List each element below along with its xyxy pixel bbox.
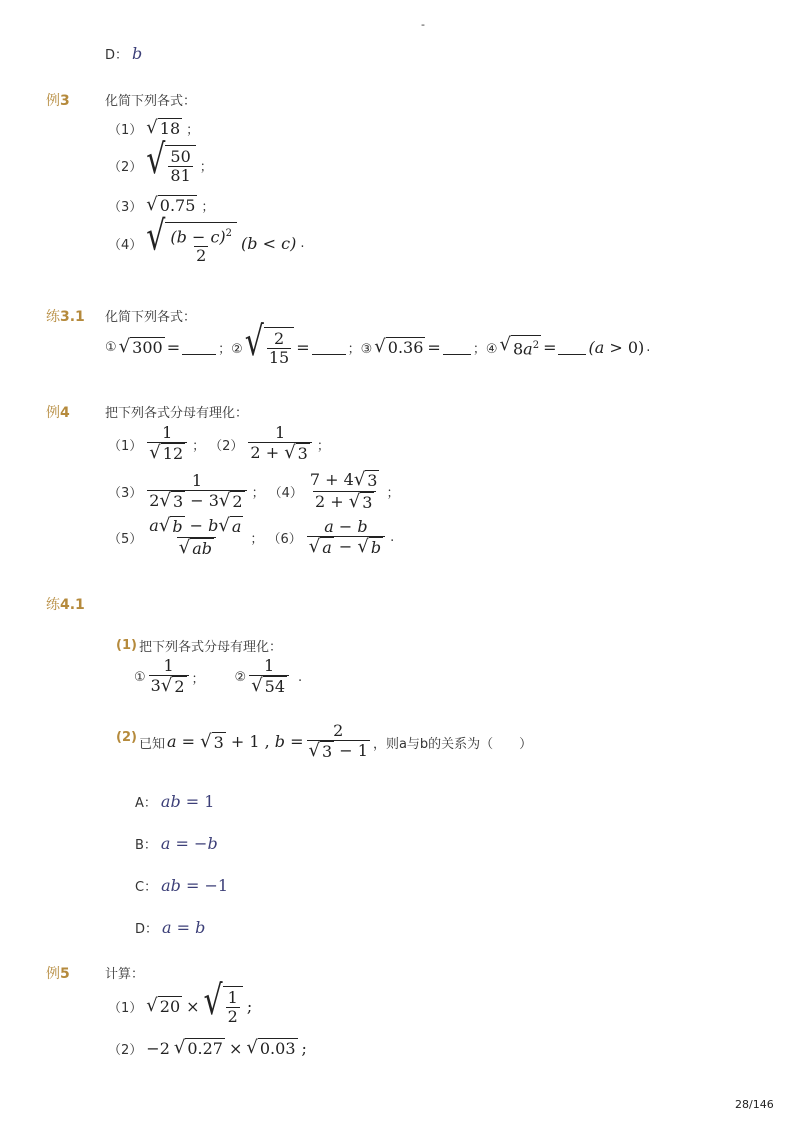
practice-4-1-q1: (1) 把下列各式分母有理化： [116,638,282,655]
option-c[interactable]: C： ab = −1 [135,876,229,895]
practice-4-1-label: 练4.1 [46,597,85,613]
ex4-row-3: （5） a √ b − b √ a √ ab ； （6） a − b √ a − √ b . [108,515,395,558]
practice-4-1-q2: (2) 已知 a = √ 3 + 1 , b = 2 √ 3 − 1 ，则a与b的关系为（ ） [116,721,533,761]
ex4-row-1: （1） 1 √ 12 ； （2） 1 2 + √ 3 ； [108,423,330,463]
ex4-row-2: （3） 1 2 √ 3 − 3 √ 2 ； （4） 7 + 4 √ 3 2 + √ 3 ； [108,469,400,512]
ex5-item-2: （2） −2 √ 0.27 × √ 0.03 ; [108,1037,307,1058]
option-d-top [105,44,142,63]
example-5-prompt: 计算： [105,967,145,982]
ex3-item-3: （3） √ 0.75 ； [108,194,215,215]
example-5-label: 例5 [46,966,70,982]
practice-3-1-prompt: 化简下列各式： [105,310,197,325]
example-4-label: 例4 [46,405,70,421]
option-label: D： [105,48,129,63]
option-expr: b [132,44,143,63]
ex5-item-1: （1） √ 20 × √ $\frac{1}{2}$ ; [108,977,253,1026]
ex3-item-4: （4） √ $\frac{(b - c)^2}{2}$ (b < c) . [108,213,305,266]
practice-3-1-line: ① √ 300 = ；② √ $\frac{2}{15}$ = ；③ √ 0.36 = ；④ √ $8a^2$ = (a > 0) . [105,318,651,367]
header-mark: - [421,18,425,31]
option-b[interactable]: B： a = −b [135,834,218,853]
page-number: 28/146 [735,1098,774,1111]
option-d[interactable]: D： a = b [135,918,206,937]
ex3-item-2: （2） √ $\frac{50}{81}$ ； [108,136,213,185]
practice-4-1-q1-items: ① 1 3 √ 2 ； ② 1 √ 54 . [134,656,303,696]
option-a[interactable]: A： ab = 1 [135,792,215,811]
practice-3-1-label: 练3.1 [46,309,85,325]
example-3-prompt: 化简下列各式： [105,94,197,109]
ex3-item-1: （1） √ 18 ； [108,117,200,138]
example-3-label: 例3 [46,93,70,109]
example-4-prompt: 把下列各式分母有理化： [105,406,249,421]
